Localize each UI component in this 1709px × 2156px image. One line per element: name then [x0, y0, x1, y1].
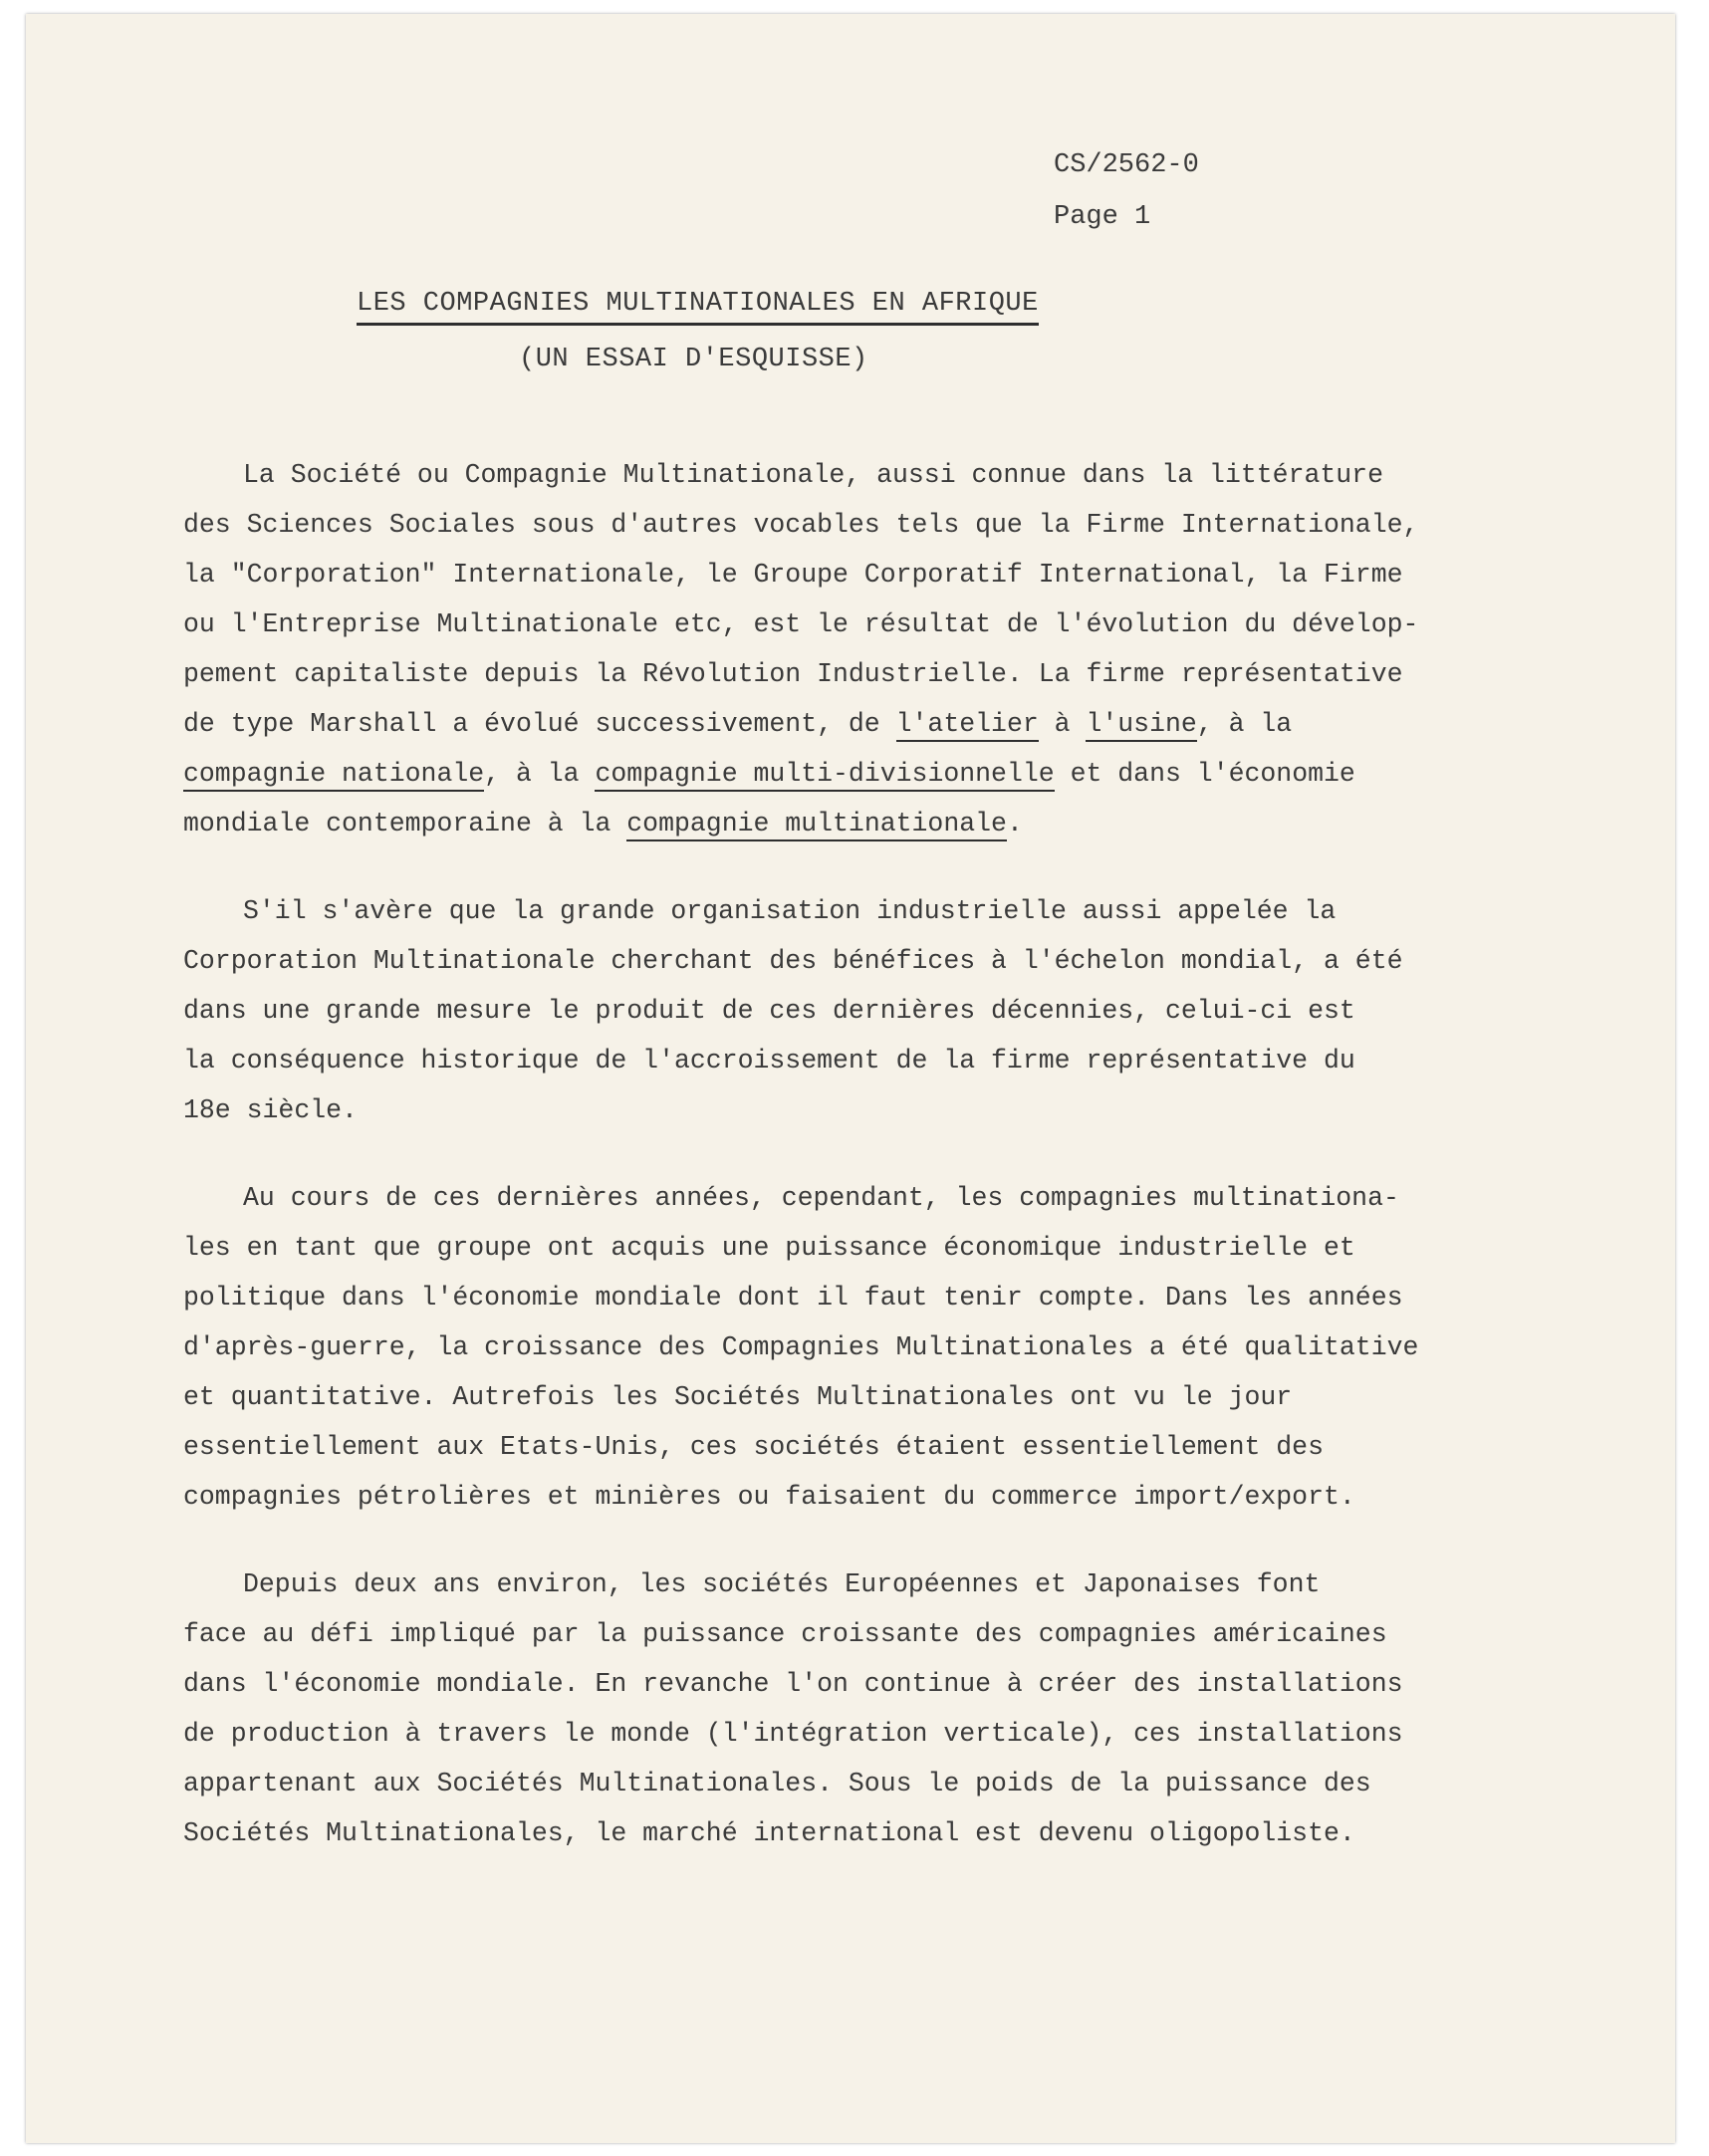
text-line: et quantitative. Autrefois les Sociétés Multinationales ont vu le jour	[183, 1382, 1293, 1412]
text-line: la "Corporation" Internationale, le Groupe Corporatif International, la Firme	[183, 560, 1403, 590]
text-line: Au cours de ces dernières années, cependant, les compagnies multinationa-	[243, 1183, 1399, 1213]
paragraph-4	[183, 1559, 1538, 1858]
text-line: ou l'Entreprise Multinationale etc, est le résultat de l'évolution du dévelop-	[183, 609, 1419, 639]
text-line: La Société ou Compagnie Multinationale, aussi connue dans la littérature	[243, 460, 1383, 490]
text-line: essentiellement aux Etats-Unis, ces sociétés étaient essentiellement des	[183, 1432, 1324, 1462]
text-span: de type Marshall a évolué successivement, de	[183, 709, 896, 739]
underlined-term: l'usine	[1086, 709, 1196, 742]
text-span: , à la	[1196, 709, 1293, 739]
text-line: dans l'économie mondiale. En revanche l'on continue à créer des installations	[183, 1669, 1403, 1699]
document-header	[1054, 139, 1199, 243]
underlined-term: l'atelier	[896, 709, 1039, 742]
text-span: mondiale contemporaine à la	[183, 809, 627, 838]
text-span: , à la	[484, 759, 596, 789]
paragraph-3	[183, 1173, 1538, 1522]
paragraph-2	[183, 886, 1538, 1135]
text-line: Corporation Multinationale cherchant des bénéfices à l'échelon mondial, a été	[183, 946, 1403, 976]
document-title: LES COMPAGNIES MULTINATIONALES EN AFRIQUE	[357, 287, 1039, 326]
underlined-term: compagnie nationale	[183, 759, 484, 792]
page-number: Page 1	[1054, 202, 1151, 232]
text-span: et dans l'économie	[1054, 759, 1355, 789]
text-line: de production à travers le monde (l'intégration verticale), ces installations	[183, 1719, 1403, 1749]
text-line: d'après-guerre, la croissance des Compagnies Multinationales a été qualitative	[183, 1332, 1419, 1362]
underlined-term: compagnie multinationale	[626, 809, 1007, 841]
text-line: appartenant aux Sociétés Multinationales. Sous le poids de la puissance des	[183, 1769, 1371, 1798]
text-line: dans une grande mesure le produit de ces dernières décennies, celui-ci est	[183, 996, 1355, 1026]
text-line: pement capitaliste depuis la Révolution Industrielle. La firme représentative	[183, 659, 1403, 689]
text-line: les en tant que groupe ont acquis une puissance économique industrielle et	[183, 1233, 1355, 1263]
text-line	[183, 699, 1538, 749]
document-page	[26, 14, 1675, 2143]
underlined-term: compagnie multi-divisionnelle	[595, 759, 1054, 792]
text-line	[183, 799, 1538, 848]
text-line: politique dans l'économie mondiale dont il faut tenir compte. Dans les années	[183, 1283, 1403, 1313]
text-span: à	[1038, 709, 1087, 739]
document-body	[183, 450, 1538, 1896]
document-subtitle: (UN ESSAI D'ESQUISSE)	[519, 345, 868, 374]
text-line: des Sciences Sociales sous d'autres vocables tels que la Firme Internationale,	[183, 510, 1419, 540]
text-line: 18e siècle.	[183, 1095, 358, 1125]
document-reference: CS/2562-0	[1054, 150, 1199, 180]
text-line: la conséquence historique de l'accroissement de la firme représentative du	[183, 1046, 1355, 1076]
text-line: Sociétés Multinationales, le marché international est devenu oligopoliste.	[183, 1818, 1355, 1848]
text-line: Depuis deux ans environ, les sociétés Européennes et Japonaises font	[243, 1569, 1321, 1599]
text-line: S'il s'avère que la grande organisation industrielle aussi appelée la	[243, 896, 1337, 926]
text-line	[183, 749, 1538, 799]
text-line: face au défi impliqué par la puissance croissante des compagnies américaines	[183, 1619, 1387, 1649]
text-line: compagnies pétrolières et minières ou faisaient du commerce import/export.	[183, 1482, 1355, 1512]
text-span: .	[1006, 809, 1023, 838]
paragraph-1	[183, 450, 1538, 848]
document-title-block	[357, 279, 1054, 384]
